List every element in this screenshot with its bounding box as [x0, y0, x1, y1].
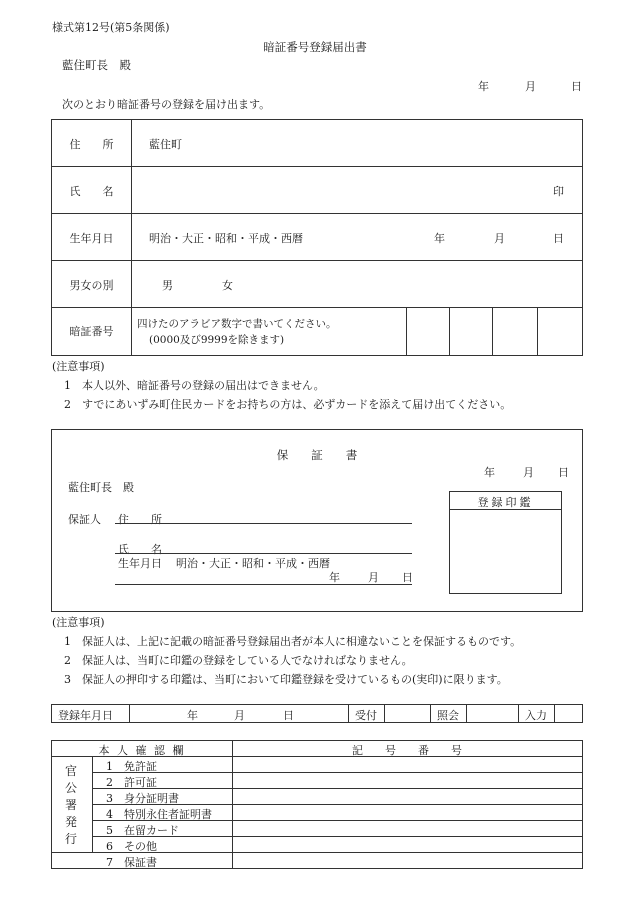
government-issued-label: 官公署発行 [64, 764, 77, 846]
input-label: 入力 [525, 709, 547, 722]
sex-label: 男女の別 [69, 279, 114, 292]
guarantee-day-label: 日 [558, 466, 569, 479]
intro-text: 次のとおり暗証番号の登録を届け出ます。 [62, 98, 271, 111]
verify-item-6[interactable]: 6 その他 [106, 840, 157, 853]
guarantee-year-label: 年 [484, 466, 495, 479]
inquiry-label: 照会 [437, 709, 459, 722]
guarantee-month-label: 月 [523, 466, 534, 479]
seal-mark: 印 [553, 185, 564, 198]
date-day-label: 日 [571, 80, 582, 93]
form-number: 様式第12号(第5条関係) [52, 21, 170, 34]
birth-label: 生年月日 [69, 232, 114, 245]
office-use-row [51, 704, 583, 723]
guarantee-box [51, 429, 583, 612]
verify-item-7[interactable]: 7 保証書 [106, 856, 157, 869]
reception-label: 受付 [355, 709, 377, 722]
verify-item-5[interactable]: 5 在留カード [106, 824, 179, 837]
guarantee-title: 保 証 書 [276, 448, 358, 462]
guarantor-address-label: 住 所 [118, 513, 162, 526]
birth-era-options[interactable]: 明治・大正・昭和・平成・西暦 [149, 232, 303, 245]
verify-header-right: 記 号 番 号 [352, 744, 462, 757]
pin-digit-2[interactable] [450, 308, 492, 354]
guarantor-name-label: 氏 名 [118, 543, 162, 556]
date-year-label: 年 [478, 80, 489, 93]
reg-date-label: 登録年月日 [58, 709, 113, 722]
seal-stamp-box[interactable] [449, 491, 562, 594]
guarantee-addressee: 藍住町長 殿 [68, 481, 134, 494]
notes2-item-2: 2 保証人は、当町に印鑑の登録をしている人でなければなりません。 [64, 654, 413, 667]
sex-male-option[interactable]: 男 [162, 279, 173, 292]
pin-digit-3[interactable] [493, 308, 537, 354]
reg-day-label: 日 [283, 709, 294, 722]
address-label: 住 所 [69, 138, 114, 151]
verify-item-3[interactable]: 3 身分証明書 [106, 792, 179, 805]
guarantor-birth-label: 生年月日 [118, 557, 162, 570]
notes2-item-1: 1 保証人は、上記に記載の暗証番号登録届出者が本人に相違ないことを保証するものです。 [64, 635, 522, 648]
notes2-heading: (注意事項) [52, 616, 105, 629]
document-title: 暗証番号登録届出書 [263, 40, 367, 54]
guarantor-birth-year: 年 [329, 571, 340, 584]
reg-year-label: 年 [187, 709, 198, 722]
addressee: 藍住町長 殿 [62, 58, 131, 72]
notes1-item-1: 1 本人以外、暗証番号の登録の届出はできません。 [64, 379, 325, 392]
reg-month-label: 月 [234, 709, 245, 722]
verify-item-1[interactable]: 1 免許証 [106, 760, 157, 773]
sex-female-option[interactable]: 女 [222, 279, 233, 292]
identity-verification-table [51, 740, 583, 869]
verify-item-2[interactable]: 2 許可証 [106, 776, 157, 789]
guarantor-era-options[interactable]: 明治・大正・昭和・平成・西暦 [176, 557, 330, 570]
notes2-item-3: 3 保証人の押印する印鑑は、当町において印鑑登録を受けているもの(実印)に限ります。 [64, 673, 508, 686]
birth-month-label: 月 [494, 232, 505, 245]
date-month-label: 月 [525, 80, 536, 93]
verify-item-4[interactable]: 4 特別永住者証明書 [106, 808, 212, 821]
pin-label: 暗証番号 [69, 325, 114, 338]
notes1-heading: (注意事項) [52, 360, 105, 373]
address-value[interactable]: 藍住町 [149, 138, 182, 151]
guarantor-birth-month: 月 [368, 571, 379, 584]
pin-digit-4[interactable] [538, 308, 582, 354]
verify-header-left: 本 人 確 認 欄 [98, 744, 186, 757]
seal-box-label: 登録印鑑 [477, 496, 534, 509]
pin-note-1: 四けたのアラビア数字で書いてください。 [137, 318, 337, 330]
birth-year-label: 年 [434, 232, 445, 245]
birth-day-label: 日 [553, 232, 564, 245]
guarantor-birth-day: 日 [402, 571, 413, 584]
guarantor-label: 保証人 [68, 513, 101, 526]
pin-note-2: (0000及び9999を除きます) [149, 334, 285, 346]
name-label: 氏 名 [69, 185, 114, 198]
notes1-item-2: 2 すでにあいずみ町住民カードをお持ちの方は、必ずカードを添えて届け出てください。 [64, 398, 512, 411]
main-table [51, 119, 583, 356]
pin-digit-1[interactable] [407, 308, 449, 354]
